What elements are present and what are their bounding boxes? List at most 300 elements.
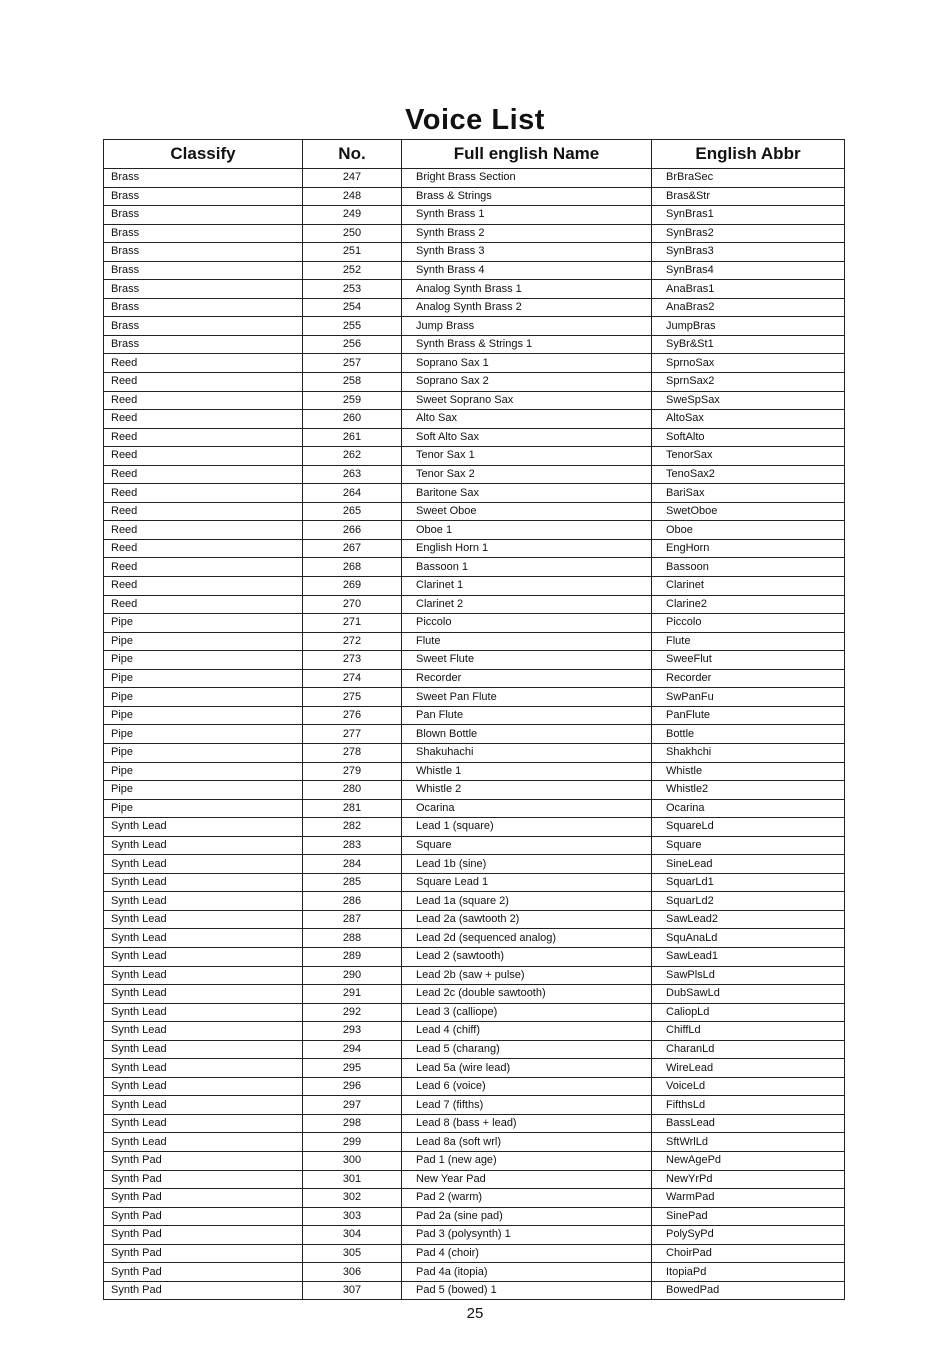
classify-cell: Brass [104, 187, 303, 206]
classify-cell: Reed [104, 447, 303, 466]
table-row [104, 762, 845, 781]
classify-cell: Synth Lead [104, 910, 303, 929]
table-row [104, 836, 845, 855]
table-row [104, 966, 845, 985]
classify-cell: Synth Lead [104, 1003, 303, 1022]
table-row [104, 317, 845, 336]
abbreviation-cell: Piccolo [652, 614, 845, 633]
classify-cell: Reed [104, 373, 303, 392]
table-row [104, 428, 845, 447]
table-row [104, 1003, 845, 1022]
full-name-cell: Soft Alto Sax [402, 428, 652, 447]
table-row [104, 539, 845, 558]
classify-cell: Synth Pad [104, 1244, 303, 1263]
page-title: Voice List [405, 104, 545, 136]
classify-cell: Brass [104, 224, 303, 243]
full-name-cell: Whistle 2 [402, 781, 652, 800]
classify-cell: Brass [104, 243, 303, 262]
abbreviation-cell: Whistle [652, 762, 845, 781]
column-header-classify: Classify [104, 140, 303, 169]
table-row [104, 632, 845, 651]
abbreviation-cell: WireLead [652, 1059, 845, 1078]
full-name-cell: Bright Brass Section [402, 169, 652, 188]
table-row [104, 502, 845, 521]
table-row [104, 280, 845, 299]
table-row [104, 929, 845, 948]
abbreviation-cell: SineLead [652, 855, 845, 874]
number-cell: 264 [303, 484, 402, 503]
full-name-cell: Lead 1 (square) [402, 818, 652, 837]
number-cell: 297 [303, 1096, 402, 1115]
full-name-cell: Pad 5 (bowed) 1 [402, 1281, 652, 1300]
number-cell: 304 [303, 1226, 402, 1245]
abbreviation-cell: SoftAlto [652, 428, 845, 447]
classify-cell: Synth Lead [104, 1133, 303, 1152]
full-name-cell: Square Lead 1 [402, 873, 652, 892]
full-name-cell: Recorder [402, 669, 652, 688]
number-cell: 292 [303, 1003, 402, 1022]
full-name-cell: Brass & Strings [402, 187, 652, 206]
classify-cell: Reed [104, 465, 303, 484]
abbreviation-cell: NewYrPd [652, 1170, 845, 1189]
classify-cell: Pipe [104, 781, 303, 800]
abbreviation-cell: TenoSax2 [652, 465, 845, 484]
number-cell: 260 [303, 410, 402, 429]
full-name-cell: Pad 2a (sine pad) [402, 1207, 652, 1226]
abbreviation-cell: EngHorn [652, 539, 845, 558]
classify-cell: Reed [104, 354, 303, 373]
classify-cell: Pipe [104, 688, 303, 707]
abbreviation-cell: VoiceLd [652, 1077, 845, 1096]
table-row [104, 1114, 845, 1133]
abbreviation-cell: SwetOboe [652, 502, 845, 521]
classify-cell: Synth Lead [104, 1040, 303, 1059]
abbreviation-cell: BrBraSec [652, 169, 845, 188]
classify-cell: Synth Lead [104, 1114, 303, 1133]
full-name-cell: Sweet Pan Flute [402, 688, 652, 707]
abbreviation-cell: Square [652, 836, 845, 855]
abbreviation-cell: Ocarina [652, 799, 845, 818]
number-cell: 263 [303, 465, 402, 484]
table-row [104, 1207, 845, 1226]
full-name-cell: Lead 7 (fifths) [402, 1096, 652, 1115]
page-number: 25 [466, 1305, 484, 1322]
classify-cell: Brass [104, 169, 303, 188]
number-cell: 288 [303, 929, 402, 948]
classify-cell: Brass [104, 206, 303, 225]
number-cell: 255 [303, 317, 402, 336]
number-cell: 250 [303, 224, 402, 243]
full-name-cell: Lead 8 (bass + lead) [402, 1114, 652, 1133]
table-row [104, 484, 845, 503]
abbreviation-cell: ItopiaPd [652, 1263, 845, 1282]
table-row [104, 799, 845, 818]
classify-cell: Synth Lead [104, 1022, 303, 1041]
classify-cell: Synth Pad [104, 1170, 303, 1189]
abbreviation-cell: ChiffLd [652, 1022, 845, 1041]
number-cell: 296 [303, 1077, 402, 1096]
table-row [104, 706, 845, 725]
classify-cell: Brass [104, 280, 303, 299]
number-cell: 289 [303, 947, 402, 966]
number-cell: 293 [303, 1022, 402, 1041]
number-cell: 270 [303, 595, 402, 614]
abbreviation-cell: PanFlute [652, 706, 845, 725]
table-row [104, 651, 845, 670]
table-row [104, 614, 845, 633]
classify-cell: Pipe [104, 669, 303, 688]
classify-cell: Synth Lead [104, 836, 303, 855]
abbreviation-cell: SynBras1 [652, 206, 845, 225]
abbreviation-cell: SquarLd1 [652, 873, 845, 892]
number-cell: 275 [303, 688, 402, 707]
full-name-cell: Square [402, 836, 652, 855]
table-row [104, 985, 845, 1004]
number-cell: 276 [303, 706, 402, 725]
voice-list-table [103, 139, 845, 1300]
number-cell: 247 [303, 169, 402, 188]
full-name-cell: Tenor Sax 2 [402, 465, 652, 484]
abbreviation-cell: DubSawLd [652, 985, 845, 1004]
full-name-cell: Ocarina [402, 799, 652, 818]
full-name-cell: Clarinet 2 [402, 595, 652, 614]
classify-cell: Synth Lead [104, 1059, 303, 1078]
full-name-cell: Lead 1b (sine) [402, 855, 652, 874]
table-row [104, 595, 845, 614]
abbreviation-cell: Bottle [652, 725, 845, 744]
number-cell: 307 [303, 1281, 402, 1300]
full-name-cell: Synth Brass 1 [402, 206, 652, 225]
abbreviation-cell: SyBr&St1 [652, 335, 845, 354]
number-cell: 253 [303, 280, 402, 299]
full-name-cell: Sweet Flute [402, 651, 652, 670]
full-name-cell: Pad 3 (polysynth) 1 [402, 1226, 652, 1245]
abbreviation-cell: SftWrlLd [652, 1133, 845, 1152]
classify-cell: Pipe [104, 614, 303, 633]
number-cell: 269 [303, 577, 402, 596]
abbreviation-cell: SweSpSax [652, 391, 845, 410]
table-row [104, 558, 845, 577]
classify-cell: Reed [104, 502, 303, 521]
classify-cell: Synth Lead [104, 1077, 303, 1096]
full-name-cell: Jump Brass [402, 317, 652, 336]
table-row [104, 447, 845, 466]
table-row [104, 391, 845, 410]
classify-cell: Synth Pad [104, 1281, 303, 1300]
abbreviation-cell: SprnoSax [652, 354, 845, 373]
number-cell: 287 [303, 910, 402, 929]
number-cell: 261 [303, 428, 402, 447]
full-name-cell: Pan Flute [402, 706, 652, 725]
abbreviation-cell: SawLead2 [652, 910, 845, 929]
number-cell: 299 [303, 1133, 402, 1152]
abbreviation-cell: CaliopLd [652, 1003, 845, 1022]
full-name-cell: Lead 1a (square 2) [402, 892, 652, 911]
classify-cell: Reed [104, 391, 303, 410]
table-row [104, 577, 845, 596]
table-row [104, 892, 845, 911]
number-cell: 266 [303, 521, 402, 540]
classify-cell: Brass [104, 317, 303, 336]
abbreviation-cell: Shakhchi [652, 743, 845, 762]
classify-cell: Synth Lead [104, 947, 303, 966]
full-name-cell: Blown Bottle [402, 725, 652, 744]
full-name-cell: Lead 5a (wire lead) [402, 1059, 652, 1078]
abbreviation-cell: BariSax [652, 484, 845, 503]
number-cell: 306 [303, 1263, 402, 1282]
table-row [104, 743, 845, 762]
table-row [104, 521, 845, 540]
table-row [104, 725, 845, 744]
full-name-cell: Pad 2 (warm) [402, 1189, 652, 1208]
number-cell: 256 [303, 335, 402, 354]
column-header-number: No. [303, 140, 402, 169]
number-cell: 298 [303, 1114, 402, 1133]
classify-cell: Reed [104, 595, 303, 614]
abbreviation-cell: SweeFlut [652, 651, 845, 670]
classify-cell: Pipe [104, 706, 303, 725]
abbreviation-cell: SquareLd [652, 818, 845, 837]
number-cell: 279 [303, 762, 402, 781]
number-cell: 251 [303, 243, 402, 262]
table-row [104, 187, 845, 206]
number-cell: 286 [303, 892, 402, 911]
table-row [104, 465, 845, 484]
full-name-cell: Synth Brass 2 [402, 224, 652, 243]
number-cell: 274 [303, 669, 402, 688]
classify-cell: Brass [104, 298, 303, 317]
table-row [104, 206, 845, 225]
full-name-cell: Sweet Soprano Sax [402, 391, 652, 410]
full-name-cell: Shakuhachi [402, 743, 652, 762]
classify-cell: Synth Pad [104, 1263, 303, 1282]
table-row [104, 261, 845, 280]
abbreviation-cell: TenorSax [652, 447, 845, 466]
table-row [104, 169, 845, 188]
abbreviation-cell: Clarine2 [652, 595, 845, 614]
classify-cell: Reed [104, 521, 303, 540]
number-cell: 295 [303, 1059, 402, 1078]
abbreviation-cell: Clarinet [652, 577, 845, 596]
full-name-cell: Lead 2 (sawtooth) [402, 947, 652, 966]
abbreviation-cell: Whistle2 [652, 781, 845, 800]
classify-cell: Pipe [104, 651, 303, 670]
full-name-cell: Lead 2a (sawtooth 2) [402, 910, 652, 929]
abbreviation-cell: BowedPad [652, 1281, 845, 1300]
classify-cell: Synth Pad [104, 1189, 303, 1208]
classify-cell: Synth Pad [104, 1151, 303, 1170]
table-row [104, 818, 845, 837]
header-row [104, 140, 845, 169]
abbreviation-cell: JumpBras [652, 317, 845, 336]
classify-cell: Pipe [104, 632, 303, 651]
number-cell: 262 [303, 447, 402, 466]
number-cell: 294 [303, 1040, 402, 1059]
table-row [104, 1022, 845, 1041]
classify-cell: Synth Lead [104, 985, 303, 1004]
classify-cell: Synth Lead [104, 1096, 303, 1115]
number-cell: 252 [303, 261, 402, 280]
number-cell: 284 [303, 855, 402, 874]
classify-cell: Reed [104, 410, 303, 429]
number-cell: 265 [303, 502, 402, 521]
full-name-cell: Bassoon 1 [402, 558, 652, 577]
full-name-cell: Lead 3 (calliope) [402, 1003, 652, 1022]
abbreviation-cell: SprnSax2 [652, 373, 845, 392]
classify-cell: Pipe [104, 743, 303, 762]
full-name-cell: Tenor Sax 1 [402, 447, 652, 466]
table-row [104, 354, 845, 373]
full-name-cell: Lead 8a (soft wrl) [402, 1133, 652, 1152]
full-name-cell: Lead 2b (saw + pulse) [402, 966, 652, 985]
number-cell: 257 [303, 354, 402, 373]
full-name-cell: Pad 4 (choir) [402, 1244, 652, 1263]
full-name-cell: Synth Brass & Strings 1 [402, 335, 652, 354]
number-cell: 271 [303, 614, 402, 633]
number-cell: 303 [303, 1207, 402, 1226]
number-cell: 301 [303, 1170, 402, 1189]
abbreviation-cell: Flute [652, 632, 845, 651]
column-header-abbreviation: English Abbr [652, 140, 845, 169]
table-row [104, 688, 845, 707]
table-row [104, 855, 845, 874]
full-name-cell: Alto Sax [402, 410, 652, 429]
table-body [104, 169, 845, 1300]
number-cell: 280 [303, 781, 402, 800]
classify-cell: Synth Lead [104, 929, 303, 948]
abbreviation-cell: SynBras2 [652, 224, 845, 243]
table-row [104, 1077, 845, 1096]
abbreviation-cell: Recorder [652, 669, 845, 688]
table-row [104, 1226, 845, 1245]
full-name-cell: Analog Synth Brass 1 [402, 280, 652, 299]
classify-cell: Reed [104, 577, 303, 596]
number-cell: 267 [303, 539, 402, 558]
full-name-cell: Flute [402, 632, 652, 651]
classify-cell: Synth Lead [104, 855, 303, 874]
number-cell: 278 [303, 743, 402, 762]
full-name-cell: Lead 5 (charang) [402, 1040, 652, 1059]
full-name-cell: Soprano Sax 2 [402, 373, 652, 392]
classify-cell: Brass [104, 261, 303, 280]
full-name-cell: Clarinet 1 [402, 577, 652, 596]
table-row [104, 1133, 845, 1152]
full-name-cell: English Horn 1 [402, 539, 652, 558]
classify-cell: Synth Lead [104, 966, 303, 985]
number-cell: 285 [303, 873, 402, 892]
abbreviation-cell: SynBras4 [652, 261, 845, 280]
full-name-cell: Pad 1 (new age) [402, 1151, 652, 1170]
table-row [104, 947, 845, 966]
classify-cell: Synth Lead [104, 892, 303, 911]
classify-cell: Reed [104, 428, 303, 447]
full-name-cell: Lead 6 (voice) [402, 1077, 652, 1096]
abbreviation-cell: SynBras3 [652, 243, 845, 262]
abbreviation-cell: SinePad [652, 1207, 845, 1226]
full-name-cell: Lead 4 (chiff) [402, 1022, 652, 1041]
number-cell: 291 [303, 985, 402, 1004]
classify-cell: Pipe [104, 799, 303, 818]
table-row [104, 873, 845, 892]
number-cell: 248 [303, 187, 402, 206]
table-row [104, 781, 845, 800]
classify-cell: Reed [104, 558, 303, 577]
table-header [104, 140, 845, 169]
number-cell: 273 [303, 651, 402, 670]
abbreviation-cell: AnaBras1 [652, 280, 845, 299]
table-row [104, 1281, 845, 1300]
abbreviation-cell: SwPanFu [652, 688, 845, 707]
table-row [104, 1096, 845, 1115]
table-row [104, 1040, 845, 1059]
full-name-cell: Lead 2d (sequenced analog) [402, 929, 652, 948]
table-row [104, 335, 845, 354]
number-cell: 282 [303, 818, 402, 837]
full-name-cell: Lead 2c (double sawtooth) [402, 985, 652, 1004]
table-row [104, 243, 845, 262]
abbreviation-cell: SawLead1 [652, 947, 845, 966]
abbreviation-cell: ChoirPad [652, 1244, 845, 1263]
table-row [104, 910, 845, 929]
classify-cell: Reed [104, 539, 303, 558]
number-cell: 249 [303, 206, 402, 225]
abbreviation-cell: BassLead [652, 1114, 845, 1133]
full-name-cell: Oboe 1 [402, 521, 652, 540]
table-row [104, 373, 845, 392]
abbreviation-cell: WarmPad [652, 1189, 845, 1208]
abbreviation-cell: FifthsLd [652, 1096, 845, 1115]
classify-cell: Brass [104, 335, 303, 354]
table-row [104, 1170, 845, 1189]
abbreviation-cell: SquAnaLd [652, 929, 845, 948]
number-cell: 281 [303, 799, 402, 818]
full-name-cell: Piccolo [402, 614, 652, 633]
full-name-cell: Synth Brass 4 [402, 261, 652, 280]
classify-cell: Pipe [104, 762, 303, 781]
number-cell: 258 [303, 373, 402, 392]
table-row [104, 298, 845, 317]
full-name-cell: Soprano Sax 1 [402, 354, 652, 373]
table-row [104, 410, 845, 429]
abbreviation-cell: SawPlsLd [652, 966, 845, 985]
number-cell: 277 [303, 725, 402, 744]
abbreviation-cell: PolySyPd [652, 1226, 845, 1245]
table-row [104, 224, 845, 243]
classify-cell: Synth Lead [104, 873, 303, 892]
number-cell: 268 [303, 558, 402, 577]
number-cell: 254 [303, 298, 402, 317]
number-cell: 272 [303, 632, 402, 651]
number-cell: 259 [303, 391, 402, 410]
abbreviation-cell: AnaBras2 [652, 298, 845, 317]
abbreviation-cell: AltoSax [652, 410, 845, 429]
table-row [104, 1059, 845, 1078]
abbreviation-cell: NewAgePd [652, 1151, 845, 1170]
abbreviation-cell: CharanLd [652, 1040, 845, 1059]
number-cell: 302 [303, 1189, 402, 1208]
full-name-cell: Sweet Oboe [402, 502, 652, 521]
number-cell: 283 [303, 836, 402, 855]
table-row [104, 1189, 845, 1208]
full-name-cell: Analog Synth Brass 2 [402, 298, 652, 317]
table-row [104, 1263, 845, 1282]
full-name-cell: Whistle 1 [402, 762, 652, 781]
full-name-cell: Baritone Sax [402, 484, 652, 503]
full-name-cell: New Year Pad [402, 1170, 652, 1189]
number-cell: 305 [303, 1244, 402, 1263]
number-cell: 290 [303, 966, 402, 985]
classify-cell: Synth Pad [104, 1207, 303, 1226]
